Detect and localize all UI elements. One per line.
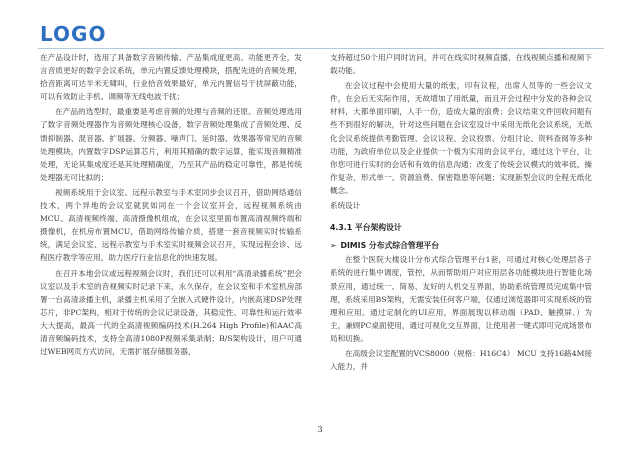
left-column (40, 51, 302, 360)
bullet-heading-text: DIMIS 分布式综合管理平台 (340, 241, 440, 251)
header-divider (38, 48, 604, 49)
paragraph: 在产品的选型时，最重要是考虑音频的处理与音频的还原。音频处理选用了数字音频处理器作为音频处理核心设备，数字音频处理集成了音频处理、反馈抑制器、混音器、扩展器、分频器、噪声门、延时器、效果器等常见的音频处理模块，内置数字DSP运算芯片，利用其精确的数字运算，能实现音频精准处理，无论其集成度还是其处理精确度，乃至其产品的稳定可靠性，都是传统处理器无可比拟的； (40, 107, 302, 182)
paragraph: 在高级会议室配置的VCS8000（规格：H16C4） MCU 支持16路4M接入能力，并 (330, 348, 592, 372)
page-number: 3 (317, 425, 323, 434)
logo: LOGO (40, 22, 107, 46)
paragraph: 在召开本地会议或远程视频会议时，我们还可以利用“高清录播系统”把会议室以及手术室的音视频实时记录下来，永久保存，在会议室和手术室机房部署一台高清录播主机，录播主机采用了全嵌入式硬件设计，内嵌高速DSP处理芯片，非PC架构，相对于传统的会议记录设备，其稳定性、可靠性和运行效率大大提高，最高一代的全高清视频编码技术(H.264 High Profile)和AAC高清音频编码技术，支持全高清1080P视频采集录制；B/S架构设计，用户可通过WEB网页方式访问，无需扩展存储服务器， (40, 268, 302, 357)
bullet-heading (330, 239, 592, 252)
paragraph: 系统设计 (330, 201, 361, 211)
paragraph: 在整个医院大楼设计分布式综合管理平台1套，可通过对核心处理层各子系统的进行集中调度，管控，从而帮助用户对应用层各功能模块进行智能化场景应用，通过统一、简易、友好的人机交互界面，协助系统管理员完成集中管理，系统采用BS架构，无需安装任何客户端，仅通过浏览器即可实现系统的管理和应用。通过定制化的UI应用，界面展现以移动端（PAD、触摸屏、）为主，兼顾PC桌面使用，通过可视化交互界面，让使用者一键式即可完成场景布局和切换。 (330, 255, 592, 343)
paragraph: 在会议过程中会使用大量的纸张，印有议程，出席人员等的一些会议文件，在会后无实际作用，无故增加了用纸量，而且开会过程中分发的各种会议材料，大都单面印刷，人手一份，造成大量的浪费；会议结束文件回收问题有些不到很好的解决，针对这些问题在会议室设计中采用无纸化会议系统，无纸化会议系统提供考勤管理、会议议程、会议投票、分组讨论、资料查阅等多种功能，为政府单位以及企业提供一个极为实用的会议平台，通过这个平台，让你您可进行实时的会话和有效的信息沟通；改变了传统会议模式的效率低、操作复杂、形式单一、资源浪费、保密隐患等问题；实现新型会议的全程无纸化概念。 (330, 81, 592, 195)
right-column (330, 51, 592, 375)
paragraph: 在产品设计时，选用了具备数字音频传输、产品集成度更高、功能更齐全，发言音质更好的数字会议系统，单元内置反馈处理模块，搭配先进的音频处理，拾音距离可达半米无啸叫，行业拾音效果最好，单元内置信号干扰屏蔽功能，可以有效防止手机、调频等无线电波干扰； (40, 53, 302, 102)
paragraph: 支持超过50个用户同时访问，并可在线实时视频直播、在线视频点播和视频下载功能。 (330, 53, 592, 76)
arrow-bullet-icon: ➢ (330, 241, 337, 251)
section-heading: 4.3.1 平台架构设计 (330, 223, 402, 233)
paragraph: 视频系统用于会议室、远程示教室与手术室同步会议召开，借助网络通信技术，两个异地的会议室就犹如同在一个会议室开会，远程视频系统由MCU、高清视频终端、高清摄像机组成，在会议室里面布置高清视频终端和摄像机，在机房布置MCU，借助网络传输介质，搭建一套音视频实时传输系统，满足会议室、远程示教室与手术室实时视频会议召开，实现远程会诊、远程医疗教学等应用，助力医疗行业信息化的快速发展。 (40, 187, 302, 263)
